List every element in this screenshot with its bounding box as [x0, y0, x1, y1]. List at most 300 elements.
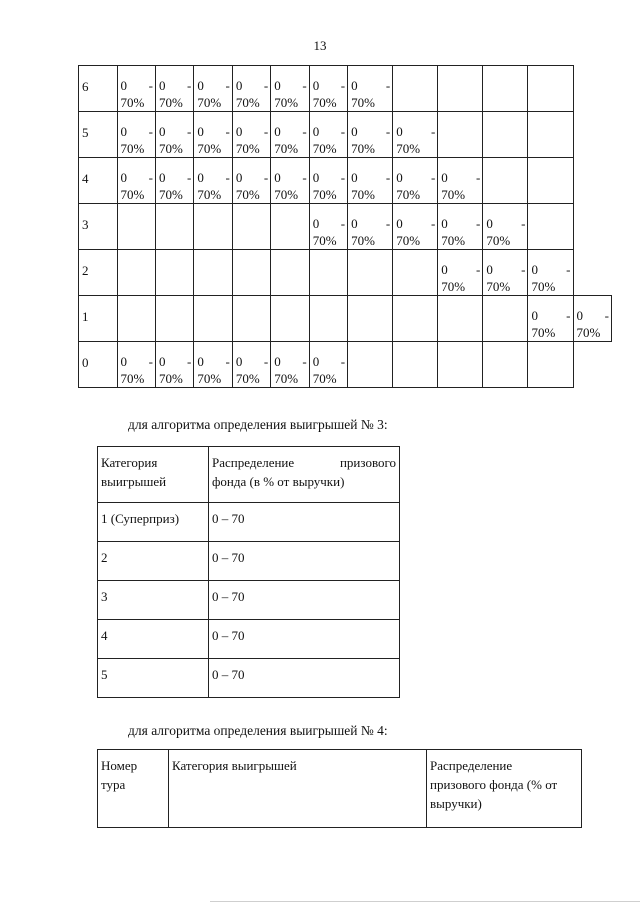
range-start: 0 — [120, 78, 127, 93]
grid-cell — [117, 342, 155, 388]
cell-value — [118, 158, 155, 203]
cell-value — [118, 66, 155, 111]
cell-value — [438, 204, 482, 249]
range-end: 70% — [441, 233, 466, 248]
cell-value — [393, 204, 437, 249]
range-end: 70% — [120, 187, 145, 202]
cell-value — [528, 250, 572, 295]
header-distribution-line3: выручки) — [430, 796, 482, 811]
range-start: 0 — [351, 78, 358, 93]
grid-cell — [438, 296, 483, 342]
grid-cell — [271, 66, 309, 112]
cell-value — [393, 158, 437, 203]
cell-value — [574, 296, 611, 341]
range-dash: - — [476, 170, 481, 185]
grid-row — [79, 112, 612, 158]
cell-value-line1 — [441, 169, 482, 186]
range-start: 0 — [274, 170, 281, 185]
range-start: 0 — [197, 354, 204, 369]
header-distribution-line1 — [212, 453, 396, 472]
header-category-line2: выигрышей — [101, 474, 167, 489]
range-dash: - — [521, 262, 526, 277]
range-dash: - — [187, 354, 192, 369]
cell-value — [348, 204, 392, 249]
cell-value — [233, 158, 270, 203]
cell-value — [310, 66, 347, 111]
cell-value-line1 — [236, 123, 270, 140]
row-label: 3 — [79, 204, 118, 250]
cell-value — [156, 158, 193, 203]
algorithm-4-table — [97, 749, 582, 828]
cell-value-line1 — [274, 123, 308, 140]
cell-value — [233, 112, 270, 157]
range-dash: - — [302, 78, 307, 93]
grid-cell — [232, 66, 270, 112]
cell-value — [271, 342, 308, 387]
range-start: 0 — [396, 170, 403, 185]
range-end: 70% — [197, 187, 222, 202]
grid-cell — [155, 66, 193, 112]
range-dash: - — [263, 124, 269, 139]
header-tour-line2: тура — [101, 777, 126, 792]
cell-value-line1 — [274, 353, 308, 370]
range-dash: - — [340, 170, 346, 185]
table-header-row — [98, 750, 582, 828]
range-dash: - — [302, 170, 307, 185]
grid-cell — [528, 296, 573, 342]
table-header-row — [98, 447, 400, 503]
category-cell: 5 — [98, 659, 209, 698]
range-dash: - — [604, 308, 609, 323]
table-row — [98, 620, 400, 659]
cell-value — [194, 112, 231, 157]
range-dash: - — [148, 78, 153, 93]
grid-cell — [232, 342, 270, 388]
grid-cell — [117, 250, 155, 296]
range-dash: - — [263, 354, 269, 369]
range-end: 70% — [120, 141, 145, 156]
cell-value-line1 — [396, 169, 437, 186]
range-start: 0 — [351, 170, 358, 185]
cell-value — [310, 342, 347, 387]
range-dash: - — [476, 262, 481, 277]
range-end: 70% — [158, 371, 183, 386]
grid-cell — [348, 250, 393, 296]
grid-cell — [438, 66, 483, 112]
range-dash: - — [225, 170, 230, 185]
range-dash: - — [340, 354, 346, 369]
range-end: 70% — [312, 233, 337, 248]
value-cell: 0 – 70 — [209, 620, 400, 659]
grid-row — [79, 66, 612, 112]
cell-value-line1 — [313, 77, 347, 94]
row-label: 1 — [79, 296, 118, 342]
grid-cell — [483, 296, 528, 342]
cell-value-line1 — [577, 307, 611, 324]
grid-row — [79, 250, 612, 296]
grid-cell — [309, 250, 347, 296]
cell-value-line1 — [486, 215, 527, 232]
grid-row — [79, 204, 612, 250]
grid-cell — [194, 296, 232, 342]
range-end: 70% — [274, 95, 299, 110]
grid-cell — [117, 66, 155, 112]
range-start: 0 — [312, 78, 320, 93]
grid-cell — [232, 296, 270, 342]
cell-value — [194, 66, 231, 111]
row-label: 2 — [79, 250, 118, 296]
range-dash: - — [263, 78, 269, 93]
cell-value-line1 — [486, 261, 527, 278]
grid-cell — [438, 112, 483, 158]
grid-cell — [528, 66, 573, 112]
cell-value — [118, 342, 155, 387]
header-word: Распределение — [212, 455, 295, 470]
range-dash: - — [385, 216, 391, 231]
range-end: 70% — [576, 325, 601, 340]
grid-cell — [483, 204, 528, 250]
range-end: 70% — [235, 95, 260, 110]
header-distribution — [427, 750, 582, 828]
cell-value-line1 — [396, 215, 437, 232]
grid-cell — [438, 158, 483, 204]
range-start: 0 — [312, 170, 320, 185]
range-start: 0 — [396, 216, 403, 231]
cell-value-line1 — [351, 123, 392, 140]
distribution-grid-table — [78, 65, 612, 388]
grid-row — [79, 296, 612, 342]
table-row — [98, 503, 400, 542]
section-4-title: для алгоритма определения выигрышей № 4: — [128, 723, 388, 738]
range-dash: - — [340, 124, 346, 139]
range-dash: - — [302, 354, 307, 369]
cell-value-line1 — [159, 353, 193, 370]
grid-cell — [573, 296, 611, 342]
grid-cell — [309, 112, 347, 158]
grid-cell — [393, 66, 438, 112]
cell-value-line1 — [121, 77, 155, 94]
range-start: 0 — [441, 216, 448, 231]
range-dash: - — [148, 170, 153, 185]
grid-cell — [271, 158, 309, 204]
range-start: 0 — [441, 262, 448, 277]
cell-value-line1 — [236, 169, 270, 186]
range-dash: - — [225, 78, 230, 93]
range-start: 0 — [396, 124, 403, 139]
grid-cell — [393, 204, 438, 250]
grid-cell — [393, 250, 438, 296]
range-start: 0 — [531, 308, 538, 323]
grid-cell — [117, 158, 155, 204]
range-end: 70% — [235, 187, 260, 202]
grid-cell — [155, 250, 193, 296]
range-start: 0 — [120, 170, 127, 185]
range-dash: - — [430, 216, 436, 231]
range-start: 0 — [197, 124, 204, 139]
grid-cell — [155, 296, 193, 342]
range-start: 0 — [351, 124, 358, 139]
range-start: 0 — [312, 354, 320, 369]
cell-value-line1 — [121, 353, 155, 370]
cell-value — [156, 342, 193, 387]
grid-cell — [194, 66, 232, 112]
cell-value — [310, 112, 347, 157]
cell-value — [348, 158, 392, 203]
range-end: 70% — [441, 279, 466, 294]
cell-value-line1 — [531, 307, 572, 324]
category-cell: 2 — [98, 542, 209, 581]
range-start: 0 — [235, 78, 243, 93]
range-dash: - — [385, 124, 391, 139]
grid-cell — [194, 204, 232, 250]
range-dash: - — [385, 170, 391, 185]
scan-edge-line — [210, 901, 640, 902]
range-start: 0 — [486, 262, 493, 277]
grid-cell — [348, 66, 393, 112]
range-dash: - — [385, 78, 391, 93]
range-end: 70% — [351, 141, 375, 156]
cell-value — [271, 112, 308, 157]
header-tour-number — [98, 750, 169, 828]
algorithm-3-table — [97, 446, 400, 698]
range-end: 70% — [486, 233, 511, 248]
range-end: 70% — [197, 141, 222, 156]
range-start: 0 — [120, 354, 127, 369]
cell-value — [233, 66, 270, 111]
cell-value — [438, 158, 482, 203]
grid-cell — [194, 112, 232, 158]
range-start: 0 — [531, 262, 538, 277]
range-dash: - — [148, 124, 153, 139]
cell-value-line1 — [441, 261, 482, 278]
grid-cell — [528, 112, 573, 158]
grid-cell — [194, 250, 232, 296]
cell-value — [118, 112, 155, 157]
range-start: 0 — [158, 170, 166, 185]
cell-value-line1 — [274, 77, 308, 94]
range-dash: - — [225, 354, 230, 369]
range-start: 0 — [158, 78, 166, 93]
cell-value-line1 — [121, 123, 155, 140]
range-end: 70% — [312, 95, 337, 110]
range-dash: - — [340, 216, 346, 231]
range-dash: - — [302, 124, 307, 139]
cell-value-line1 — [313, 169, 347, 186]
cell-value-line1 — [396, 123, 437, 140]
range-start: 0 — [274, 354, 281, 369]
grid-cell — [271, 296, 309, 342]
range-end: 70% — [158, 95, 183, 110]
range-dash: - — [430, 124, 436, 139]
header-tour-line1: Номер — [101, 758, 138, 773]
table-row — [98, 542, 400, 581]
value-cell: 0 – 70 — [209, 659, 400, 698]
range-end: 70% — [396, 233, 421, 248]
cell-value-line1 — [313, 215, 347, 232]
cell-value — [393, 112, 437, 157]
range-end: 70% — [197, 95, 222, 110]
header-category: Категория выигрышей — [169, 750, 427, 828]
range-end: 70% — [312, 141, 337, 156]
grid-cell — [393, 158, 438, 204]
range-end: 70% — [396, 141, 421, 156]
grid-cell — [117, 112, 155, 158]
cell-value-line1 — [121, 169, 155, 186]
grid-row — [79, 342, 612, 388]
header-distribution — [209, 447, 400, 503]
range-start: 0 — [486, 216, 493, 231]
cell-value — [194, 158, 231, 203]
range-dash: - — [340, 78, 346, 93]
range-start: 0 — [158, 124, 166, 139]
category-cell: 3 — [98, 581, 209, 620]
value-cell: 0 – 70 — [209, 503, 400, 542]
cell-value-line1 — [351, 77, 392, 94]
range-end: 70% — [235, 141, 260, 156]
range-dash: - — [521, 216, 526, 231]
grid-cell — [271, 204, 309, 250]
cell-value-line1 — [351, 169, 392, 186]
grid-cell — [117, 204, 155, 250]
cell-value — [310, 158, 347, 203]
range-dash: - — [566, 308, 571, 323]
range-start: 0 — [197, 78, 204, 93]
range-end: 70% — [312, 371, 337, 386]
table-row — [98, 659, 400, 698]
cell-value — [271, 66, 308, 111]
grid-cell — [528, 204, 573, 250]
page-number: 13 — [313, 38, 327, 53]
cell-value-line1 — [441, 215, 482, 232]
grid-cell — [117, 296, 155, 342]
cell-value-line1 — [236, 353, 270, 370]
cell-value-line1 — [197, 77, 231, 94]
cell-value-line1 — [236, 77, 270, 94]
grid-cell — [438, 250, 483, 296]
range-end: 70% — [531, 325, 556, 340]
row-label: 4 — [79, 158, 118, 204]
cell-value — [194, 342, 231, 387]
grid-row — [79, 158, 612, 204]
cell-value — [156, 66, 193, 111]
range-dash: - — [187, 170, 192, 185]
range-start: 0 — [235, 354, 243, 369]
value-cell: 0 – 70 — [209, 542, 400, 581]
grid-cell — [232, 158, 270, 204]
range-end: 70% — [274, 141, 299, 156]
grid-cell — [483, 112, 528, 158]
cell-value-line1 — [313, 353, 347, 370]
range-dash: - — [263, 170, 269, 185]
grid-cell — [271, 112, 309, 158]
grid-cell — [393, 112, 438, 158]
cell-value — [348, 66, 392, 111]
range-dash: - — [225, 124, 230, 139]
cell-value-line1 — [531, 261, 572, 278]
grid-cell — [483, 158, 528, 204]
grid-cell — [232, 112, 270, 158]
header-category-line1: Категория — [101, 455, 158, 470]
cell-value-line1 — [159, 123, 193, 140]
range-end: 70% — [158, 187, 183, 202]
value-cell: 0 – 70 — [209, 581, 400, 620]
grid-cell — [309, 342, 347, 388]
grid-cell — [348, 342, 393, 388]
range-end: 70% — [396, 187, 421, 202]
range-start: 0 — [312, 216, 320, 231]
grid-cell — [155, 204, 193, 250]
header-word: призового — [339, 455, 396, 470]
range-start: 0 — [351, 216, 358, 231]
grid-cell — [348, 204, 393, 250]
grid-cell — [271, 250, 309, 296]
range-end: 70% — [274, 371, 299, 386]
cell-value — [233, 342, 270, 387]
grid-cell — [232, 250, 270, 296]
cell-value-line1 — [159, 169, 193, 186]
grid-cell — [393, 342, 438, 388]
grid-cell — [528, 342, 573, 388]
range-end: 70% — [312, 187, 337, 202]
range-dash: - — [476, 216, 481, 231]
cell-value — [310, 204, 347, 249]
cell-value-line1 — [351, 215, 392, 232]
row-label: 5 — [79, 112, 118, 158]
header-category — [98, 447, 209, 503]
range-dash: - — [187, 124, 192, 139]
cell-value — [348, 112, 392, 157]
cell-value — [483, 250, 527, 295]
grid-cell — [232, 204, 270, 250]
cell-value — [483, 204, 527, 249]
grid-cell — [309, 296, 347, 342]
cell-value — [528, 296, 572, 341]
range-start: 0 — [235, 124, 243, 139]
range-end: 70% — [197, 371, 222, 386]
range-end: 70% — [235, 371, 260, 386]
grid-cell — [309, 204, 347, 250]
category-cell: 1 (Суперприз) — [98, 503, 209, 542]
range-start: 0 — [158, 354, 166, 369]
table-row — [98, 581, 400, 620]
cell-value-line1 — [159, 77, 193, 94]
grid-cell — [155, 342, 193, 388]
range-end: 70% — [120, 95, 145, 110]
range-start: 0 — [235, 170, 243, 185]
range-dash: - — [566, 262, 571, 277]
header-distribution-line1: Распределение — [430, 758, 513, 773]
grid-cell — [348, 296, 393, 342]
cell-value-line1 — [313, 123, 347, 140]
range-end: 70% — [351, 187, 375, 202]
grid-cell — [309, 66, 347, 112]
grid-cell — [194, 342, 232, 388]
grid-cell — [483, 250, 528, 296]
header-distribution-line2: фонда (в % от выручки) — [212, 474, 345, 489]
grid-cell — [393, 296, 438, 342]
row-label: 0 — [79, 342, 118, 388]
range-end: 70% — [351, 95, 375, 110]
range-dash: - — [148, 354, 153, 369]
range-end: 70% — [441, 187, 466, 202]
range-start: 0 — [120, 124, 127, 139]
section-3-title: для алгоритма определения выигрышей № 3: — [128, 417, 388, 432]
range-dash: - — [187, 78, 192, 93]
grid-cell — [528, 158, 573, 204]
cell-value-line1 — [197, 123, 231, 140]
grid-cell — [483, 342, 528, 388]
grid-cell — [528, 250, 573, 296]
